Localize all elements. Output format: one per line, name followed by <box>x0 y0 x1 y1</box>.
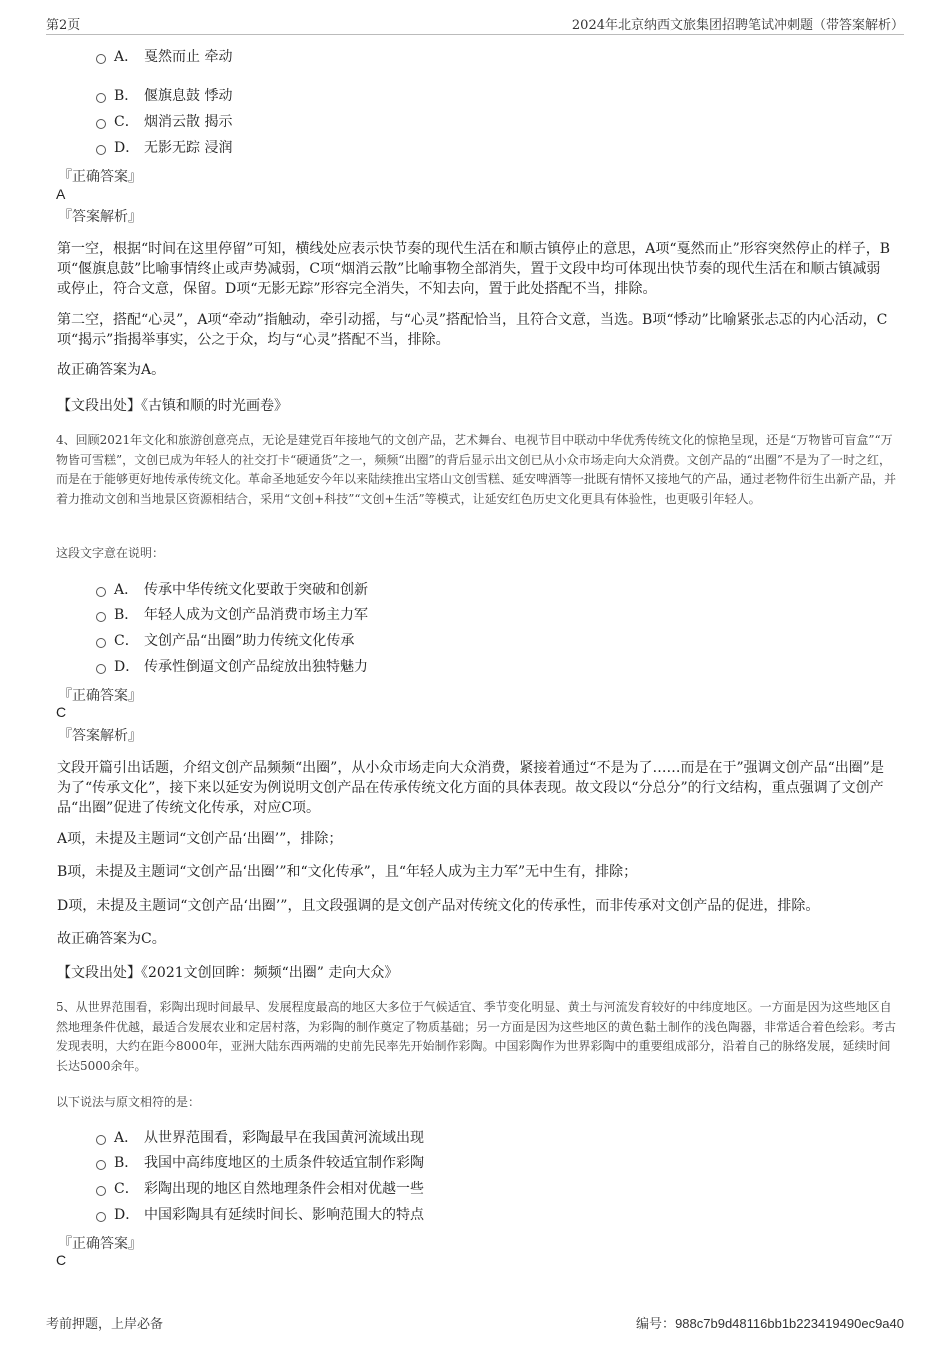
q5-stem: 以下说法与原文相符的是： <box>56 1095 201 1109</box>
q4-answer-heading: 『正确答案』 <box>58 688 142 704</box>
radio-icon[interactable] <box>96 1135 106 1145</box>
q3-answer-heading: 『正确答案』 <box>58 169 142 185</box>
radio-icon[interactable] <box>96 1186 106 1196</box>
q3-option-b[interactable]: B． 偃旗息鼓 悸动 <box>96 86 232 106</box>
radio-icon[interactable] <box>96 119 106 129</box>
q5-option-d[interactable]: D． 中国彩陶具有延续时间长、影响范围大的特点 <box>96 1205 424 1225</box>
document-code-value: 988c7b9d48116bb1b223419490ec9a40 <box>675 1316 904 1331</box>
radio-icon[interactable] <box>96 638 106 648</box>
q4-option-b[interactable]: B． 年轻人成为文创产品消费市场主力军 <box>96 605 368 625</box>
q4-option-a[interactable]: A． 传承中华传统文化要敢于突破和创新 <box>96 580 368 600</box>
q4-answer: C <box>56 704 67 720</box>
radio-icon[interactable] <box>96 54 106 64</box>
radio-icon[interactable] <box>96 1212 106 1222</box>
page-number: 第2页 <box>46 18 81 33</box>
page-header <box>46 14 904 35</box>
radio-icon[interactable] <box>96 612 106 622</box>
q3-analysis-paragraph: 第二空，搭配“心灵”，A项“牵动”指触动，牵引动摇，与“心灵”搭配恰当，且符合文意，当选。B项“悸动”比喻紧张忐忑的内心活动，C项“揭示”指揭举事实，公之于众，均与“心灵”搭配不当，排除。 <box>57 312 888 348</box>
q4-analysis-paragraph: D项，未提及主题词“文创产品‘出圈’”，且文段强调的是文创产品对传统文化的传承性，而非传承对文创产品的促进，排除。 <box>57 898 820 914</box>
q3-source: 【文段出处】《古镇和顺的时光画卷》 <box>57 398 288 414</box>
q4-analysis-heading: 『答案解析』 <box>58 728 142 744</box>
q3-conclusion: 故正确答案为A。 <box>57 362 166 378</box>
q5-option-b[interactable]: B． 我国中高纬度地区的土质条件较适宜制作彩陶 <box>96 1153 424 1173</box>
q3-option-c[interactable]: C． 烟消云散 揭示 <box>96 112 232 132</box>
q3-analysis-paragraph: 第一空，根据“时间在这里停留”可知，横线处应表示快节奏的现代生活在和顺古镇停止的意思，A项“戛然而止”形容突然停止的样子，B项“偃旗息鼓”比喻事情终止或声势减弱，C项“烟消云散”比喻事物全部消失，置于文段中均可体现出快节奏的现代生活在和顺古镇减弱或停止，符合文意，保留。D项“无影无踪”形容完全消失，不知去向，置于此处搭配不当，排除。 <box>57 241 891 297</box>
q3-answer: A <box>56 186 66 202</box>
q3-analysis-heading: 『答案解析』 <box>58 209 142 225</box>
q4-stem: 这段文字意在说明： <box>56 546 165 560</box>
radio-icon[interactable] <box>96 664 106 674</box>
q4-option-d[interactable]: D． 传承性倒逼文创产品绽放出独特魅力 <box>96 657 368 677</box>
q4-conclusion: 故正确答案为C。 <box>57 931 166 947</box>
page-footer <box>46 1313 904 1333</box>
footer-slogan: 考前押题，上岸必备 <box>46 1317 164 1332</box>
document-title: 2024年北京纳西文旅集团招聘笔试冲刺题（带答案解析） <box>571 18 904 33</box>
q5-option-c[interactable]: C． 彩陶出现的地区自然地理条件会相对优越一些 <box>96 1179 424 1199</box>
document-code-label: 编号： <box>636 1317 676 1332</box>
radio-icon[interactable] <box>96 587 106 597</box>
q5-option-a[interactable]: A． 从世界范围看，彩陶最早在我国黄河流域出现 <box>96 1128 424 1148</box>
q3-option-d[interactable]: D． 无影无踪 浸润 <box>96 138 232 158</box>
document-code <box>636 1313 904 1332</box>
q4-option-c[interactable]: C． 文创产品“出圈”助力传统文化传承 <box>96 631 354 651</box>
radio-icon[interactable] <box>96 1160 106 1170</box>
radio-icon[interactable] <box>96 93 106 103</box>
q5-passage: 5、从世界范围看，彩陶出现时间最早、发展程度最高的地区大多位于气候适宜、季节变化明显、黄土与河流发育较好的中纬度地区。一方面是因为这些地区自然地理条件优越，最适合发展农业和定居村落，为彩陶的制作奠定了物质基础；另一方面是因为这些地区的黄色黏土制作的浅色陶器，非常适合着色绘彩。考古发现表明，大约在距今8000年，亚洲大陆东西两端的史前先民率先开始制作彩陶。中国彩陶作为世界彩陶中的重要组成部分，沿着自己的脉络发展，延续时间长达5000余年。 <box>56 1000 897 1073</box>
radio-icon[interactable] <box>96 145 106 155</box>
q4-analysis-paragraph: B项，未提及主题词“文创产品‘出圈’”和“文化传承”，且“年轻人成为主力军”无中生有，排除； <box>57 864 638 880</box>
q4-analysis-paragraph: A项，未提及主题词“文创产品‘出圈’”，排除； <box>57 831 343 847</box>
q4-passage: 4、回顾2021年文化和旅游创意亮点，无论是建党百年接地气的文创产品，艺术舞台、电视节目中联动中华优秀传统文化的惊艳呈现，还是“万物皆可盲盒”“万物皆可雪糕”，文创已成为年轻人的社交打卡“硬通货”之一，频频“出圈”的背后显示出文创已从小众市场走向大众消费。文创产品的“出圈”不是为了一时之红，而是在于能够更好地传承传统文化。革命圣地延安今年以来陆续推出宝塔山文创雪糕、延安啤酒等一批既有情怀又接地气的产品，通过老物件衍生出新产品，并着力推动文创和当地景区资源相结合，采用“文创+科技”“文创+生活”等模式，让延安红色历史文化更具有体验性，也更吸引年轻人。 <box>56 433 897 506</box>
q4-analysis-paragraph: 文段开篇引出话题，介绍文创产品频频“出圈”，从小众市场走向大众消费，紧接着通过“不是为了……而是在于”强调文创产品“出圈”是为了“传承文化”，接下来以延安为例说明文创产品在传承传统文化方面的具体表现。故文段以“分总分”的行文结构，重点强调了文创产品“出圈”促进了传统文化传承，对应C项。 <box>57 760 884 816</box>
q4-source: 【文段出处】《2021文创回眸：频频“出圈” 走向大众》 <box>57 965 399 981</box>
q5-answer: C <box>56 1252 67 1268</box>
q3-option-a[interactable]: A． 戛然而止 牵动 <box>96 47 232 67</box>
q5-answer-heading: 『正确答案』 <box>58 1236 142 1252</box>
